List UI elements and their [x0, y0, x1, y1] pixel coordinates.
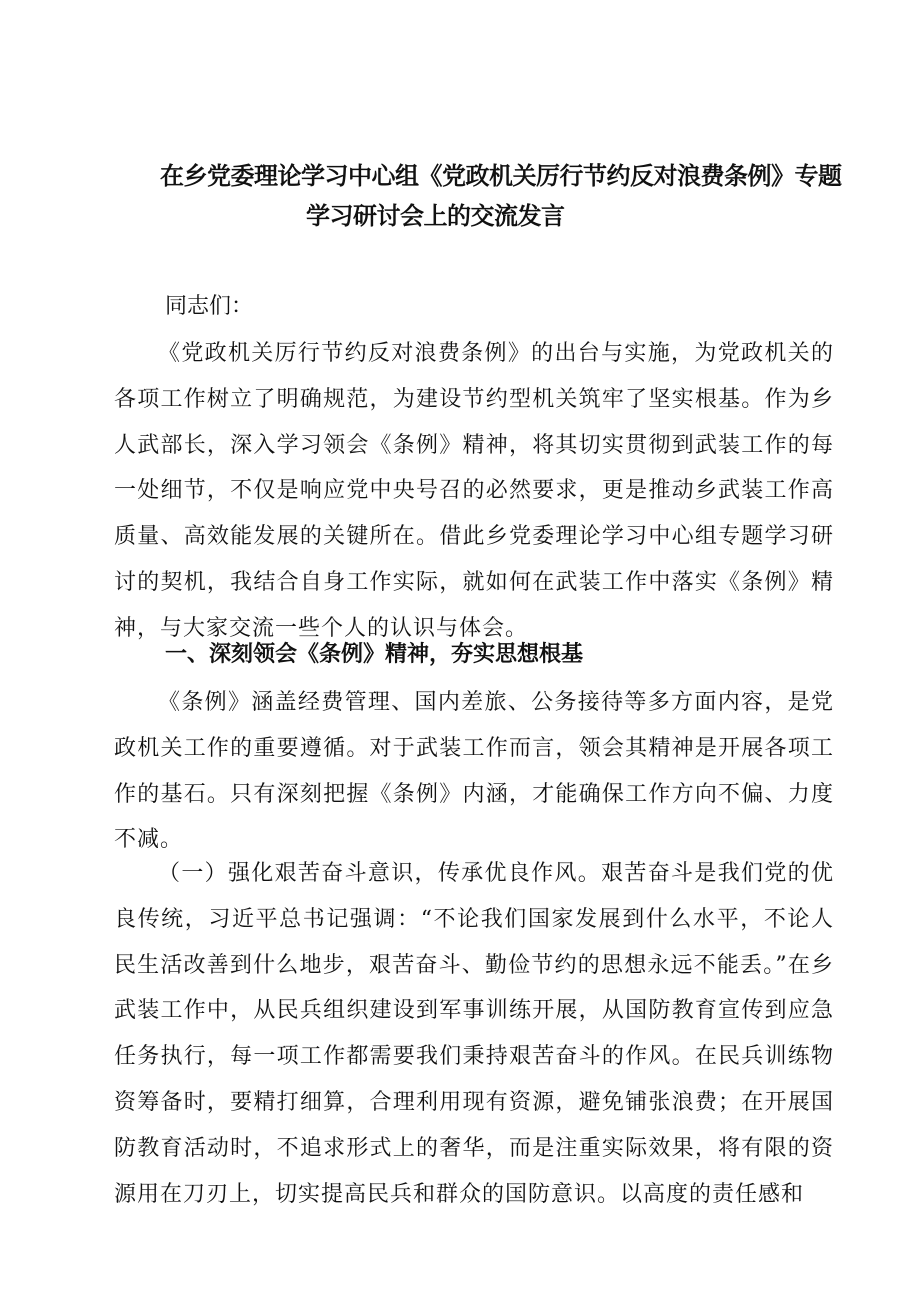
section-1-heading: 一、深刻领会《条例》精神，夯实思想根基 — [165, 642, 584, 667]
document-title-line-2: 学习研讨会上的交流发言 — [306, 202, 565, 230]
section-1-paragraph: 《条例》涵盖经费管理、国内差旅、公务接待等多方面内容，是党政机关工作的重要遵循。对于武装工作而言，领会其精神是开展各项工作的基石。只有深刻把握《条例》内涵，才能确保工作方向不偏、力度不减。 — [114, 690, 834, 853]
document-title-line-1: 在乡党委理论学习中心组《党政机关厉行节约反对浪费条例》专题 — [160, 162, 842, 190]
intro-paragraph: 《党政机关厉行节约反对浪费条例》的出台与实施，为党政机关的各项工作树立了明确规范，为建设节约型机关筑牢了坚实根基。作为乡人武部长，深入学习领会《条例》精神，将其切实贯彻到武装工作的每一处细节，不仅是响应党中央号召的必然要求，更是推动乡武装工作高质量、高效能发展的关键所在。借此乡党委理论学习中心组专题学习研讨的契机，我结合自身工作实际，就如何在武装工作中落实《条例》精神，与大家交流一些个人的认识与体会。 — [114, 341, 834, 641]
salutation: 同志们： — [165, 294, 254, 319]
subsection-1-paragraph: （一）强化艰苦奋斗意识，传承优良作风。艰苦奋斗是我们党的优良传统，习近平总书记强调：“不论我们国家发展到什么水平，不论人民生活改善到什么地步，艰苦奋斗、勤俭节约的思想永远不能丢。”在乡武装工作中，从民兵组织建设到军事训练开展，从国防教育宣传到应急任务执行，每一项工作都需要我们秉持艰苦奋斗的作风。在民兵训练物资筹备时，要精打细算，合理利用现有资源，避免铺张浪费；在开展国防教育活动时，不追求形式上的奢华，而是注重实际效果，将有限的资源用在刀刃上，切实提高民兵和群众的国防意识。以高度的责任感和 — [114, 861, 834, 1207]
